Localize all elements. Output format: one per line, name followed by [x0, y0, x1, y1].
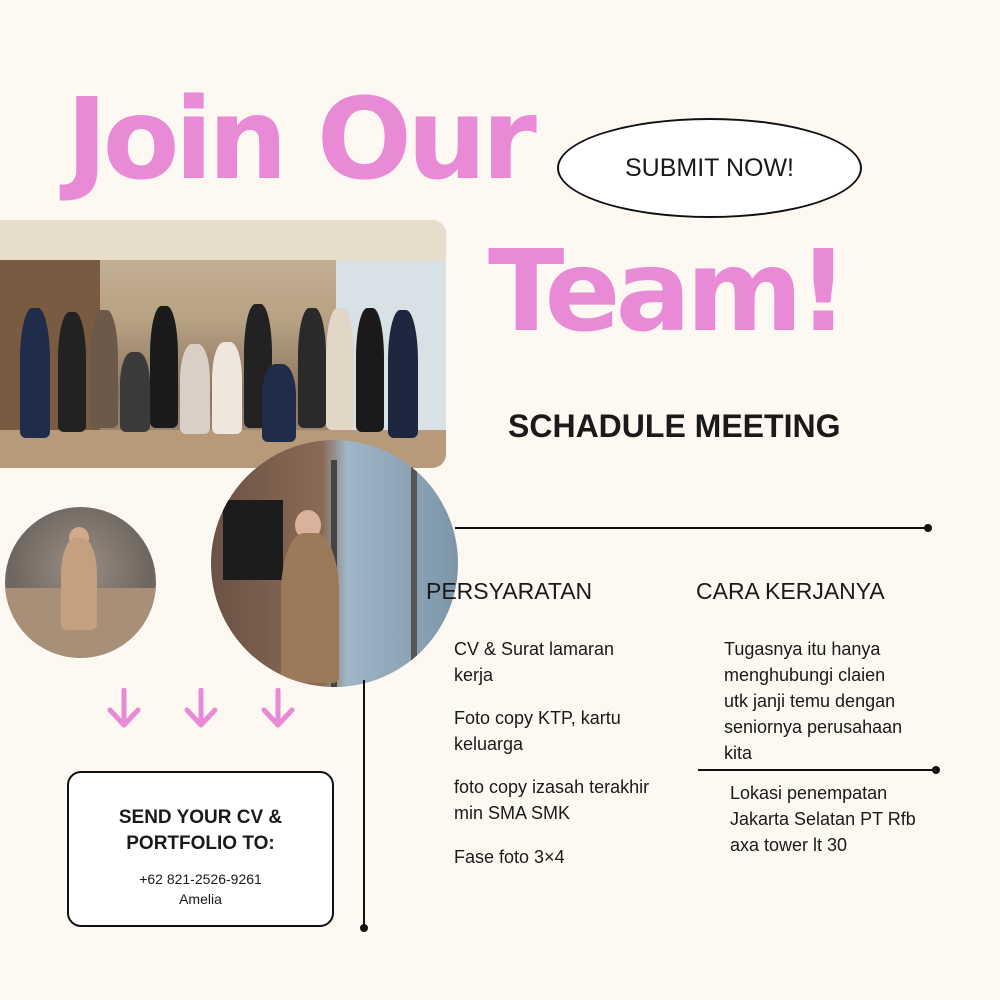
candidate-photo-large [211, 440, 458, 687]
location-text: Lokasi penempatan Jakarta Selatan PT Rfb axa tower lt 30 [730, 783, 916, 855]
candidate-photo-small [5, 507, 156, 658]
divider-line [455, 527, 929, 529]
headline-line1: Join Our [66, 75, 532, 205]
requirement-item: Foto copy KTP, kartu keluarga [454, 708, 621, 754]
vertical-line [363, 680, 365, 928]
down-arrow-icon [261, 688, 295, 728]
requirement-item: CV & Surat lamaran kerja [454, 639, 615, 685]
contact-phone[interactable]: +62 821-2526-9261 [139, 871, 262, 887]
requirement-item: Fase foto 3×4 [454, 847, 565, 867]
divider-line [698, 769, 936, 771]
team-group-photo [0, 220, 446, 468]
submit-button[interactable] [557, 118, 862, 218]
requirement-item: foto copy izasah terakhir min SMA SMK [454, 777, 650, 823]
how-it-works-title: CARA KERJANYA [696, 578, 885, 604]
line-end-dot [932, 766, 940, 774]
down-arrow-icon [107, 688, 141, 728]
line-end-dot [924, 524, 932, 532]
contact-heading: SEND YOUR CV & PORTFOLIO TO: [118, 807, 283, 854]
headline-line2: Team! [488, 227, 844, 357]
how-it-works-description: Tugasnya itu hanya menghubungi claien utk janji temu dengan seniornya perusahaan kita [724, 639, 903, 763]
schedule-meeting-title: SCHADULE MEETING [508, 408, 841, 444]
contact-card [67, 771, 334, 927]
down-arrow-icon [184, 688, 218, 728]
requirements-title: PERSYARATAN [426, 578, 593, 604]
contact-name: Amelia [179, 891, 222, 907]
line-end-dot [360, 924, 368, 932]
submit-label: SUBMIT NOW! [625, 153, 794, 182]
